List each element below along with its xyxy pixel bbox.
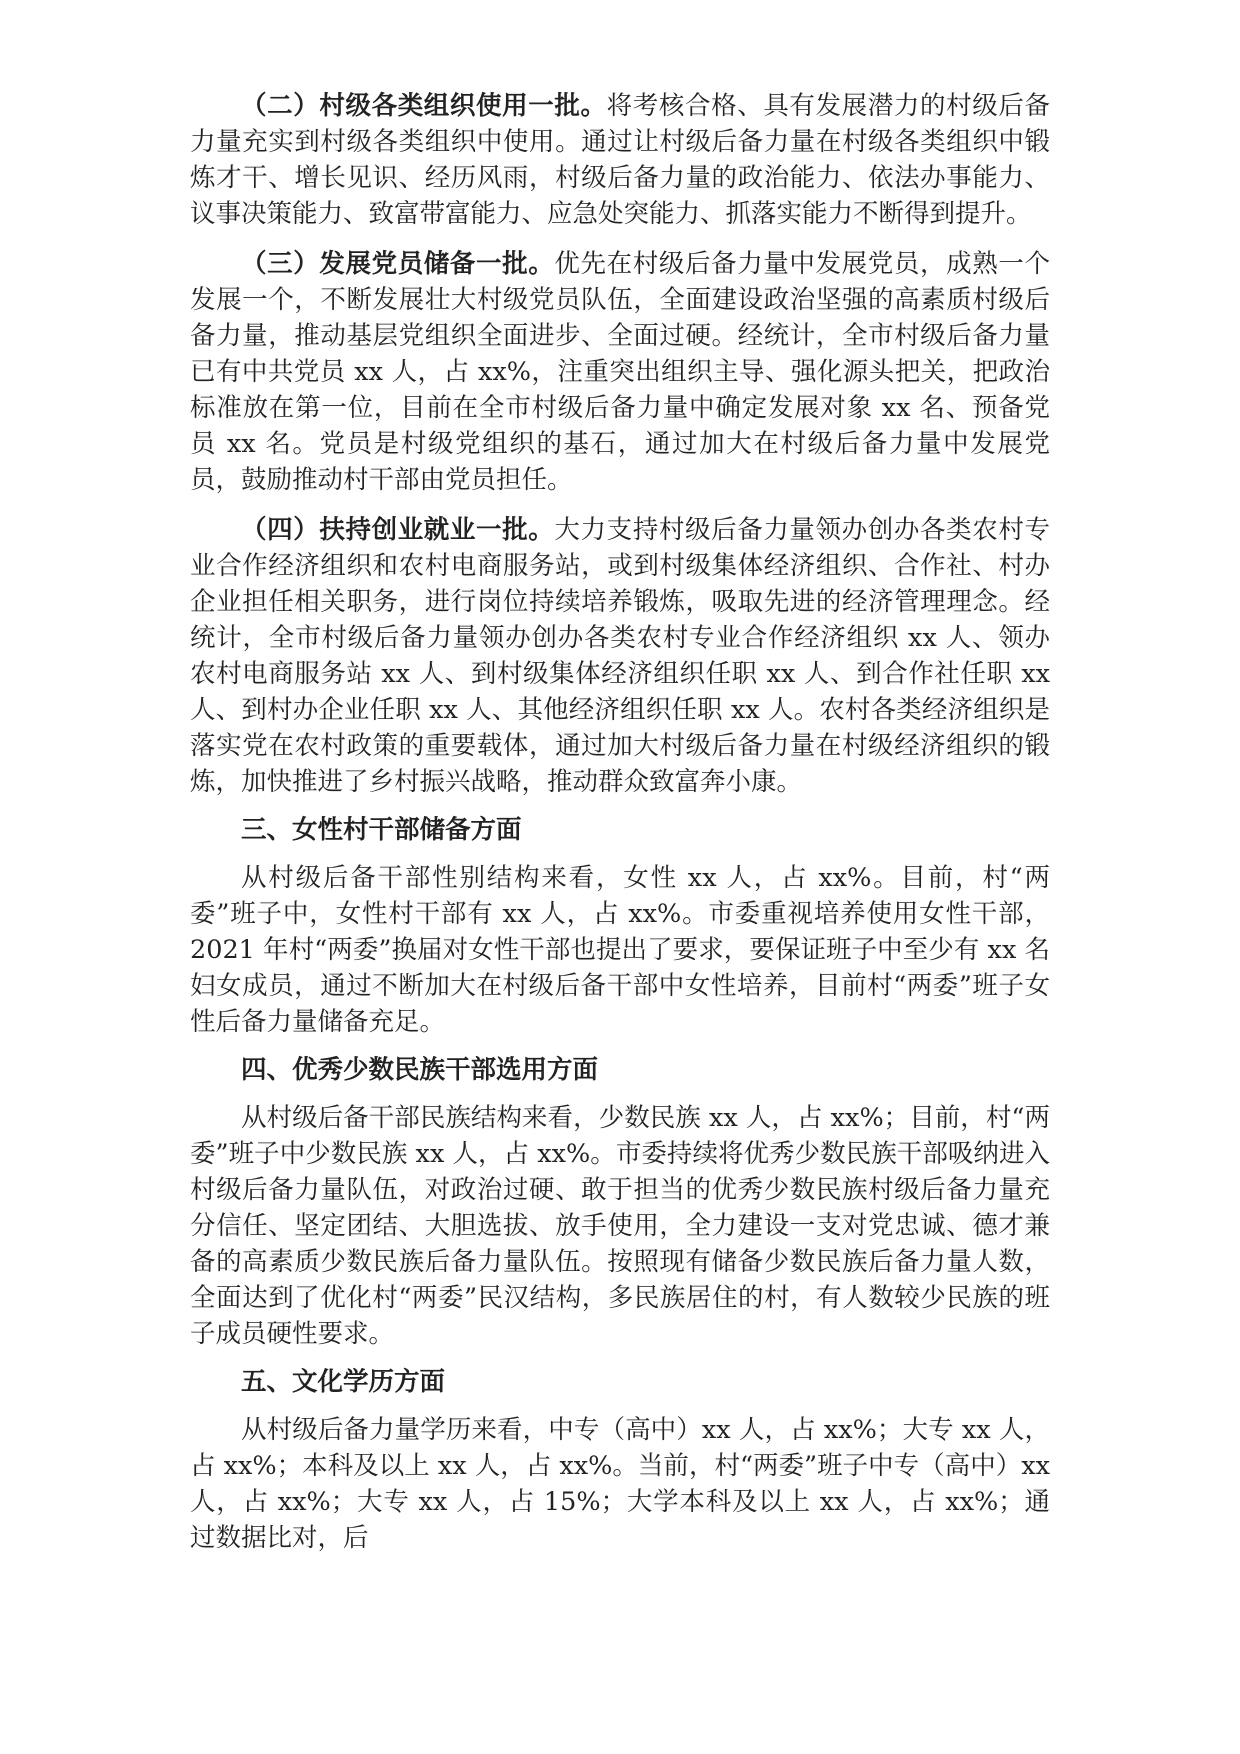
paragraph-minority-cadres xyxy=(190,1100,1050,1352)
paragraph-text: 从村级后备干部民族结构来看，少数民族 xx 人，占 xx%；目前，村“两委”班子中少数民族 xx 人，占 xx%。市委持续将优秀少数民族干部吸纳进入村级后备力量队伍，对政治过硬、敢于担当的优秀少数民族村级后备力量充分信任、坚定团结、大胆选拔、放手使用，全力建设一支对党忠诚、德才兼备的高素质少数民族后备力量队伍。按照现有储备少数民族后备力量人数，全面达到了优化村“两委”民汉结构，多民族居住的村，有人数较少民族的班子成员硬性要求。 xyxy=(190,1103,1050,1349)
heading-minority-cadres: 四、优秀少数民族干部选用方面 xyxy=(241,1055,599,1085)
paragraph-text: 从村级后备干部性别结构来看，女性 xx 人，占 xx%。目前，村“两委”班子中，女性村干部有 xx 人，占 xx%。市委重视培养使用女性干部，2021 年村“两委”换届对女性干部也提出了要求，要保证班子中至少有 xx 名妇女成员，通过不断加大在村级后备干部中女性培养，目前村“两委”班子女性后备力量储备充足。 xyxy=(190,863,1050,1037)
paragraph-lead: （二）村级各类组织使用一批。 xyxy=(241,91,607,121)
paragraph-party-members xyxy=(190,246,1050,498)
paragraph-education xyxy=(190,1412,1050,1556)
paragraph-village-organizations xyxy=(190,88,1050,232)
heading-education: 五、文化学历方面 xyxy=(241,1367,446,1397)
paragraph-text: 将考核合格、具有发展潜力的村级后备力量充实到村级各类组织中使用。通过让村级后备力量在村级各类组织中锻炼才干、增长见识、经历风雨，村级后备力量的政治能力、依法办事能力、议事决策能力、致富带富能力、应急处突能力、抓落实能力不断得到提升。 xyxy=(190,91,1050,229)
paragraph-lead: （四）扶持创业就业一批。 xyxy=(241,515,555,545)
paragraph-text: 从村级后备力量学历来看，中专（高中）xx 人，占 xx%；大专 xx 人，占 xx%；本科及以上 xx 人，占 xx%。当前，村“两委”班子中专（高中）xx 人，占 xx%；大专 xx 人，占 15%；大学本科及以上 xx 人，占 xx%；通过数据比对，后 xyxy=(190,1415,1050,1553)
paragraph-lead: （三）发展党员储备一批。 xyxy=(241,249,555,279)
paragraph-text: 优先在村级后备力量中发展党员，成熟一个发展一个，不断发展壮大村级党员队伍，全面建设政治坚强的高素质村级后备力量，推动基层党组织全面进步、全面过硬。经统计，全市村级后备力量已有中共党员 xx 人，占 xx%，注重突出组织主导、强化源头把关，把政治标准放在第一位，目前在全市村级后备力量中确定发展对象 xx 名、预备党员 xx 名。党员是村级党组织的基石，通过加大在村级后备力量中发展党员，鼓励推动村干部由党员担任。 xyxy=(190,249,1050,495)
heading-female-cadres: 三、女性村干部储备方面 xyxy=(241,815,522,845)
document-page xyxy=(190,88,1050,1556)
paragraph-text: 大力支持村级后备力量领办创办各类农村专业合作经济组织和农村电商服务站，或到村级集体经济组织、合作社、村办企业担任相关职务，进行岗位持续培养锻炼，吸取先进的经济管理理念。经统计，全市村级后备力量领办创办各类农村专业合作经济组织 xx 人、领办农村电商服务站 xx 人、到村级集体经济组织任职 xx 人、到合作社任职 xx 人、到村办企业任职 xx 人、其他经济组织任职 xx 人。农村各类经济组织是落实党在农村政策的重要载体，通过加大村级后备力量在村级经济组织的锻炼，加快推进了乡村振兴战略，推动群众致富奔小康。 xyxy=(190,515,1050,797)
paragraph-female-cadres xyxy=(190,860,1050,1040)
paragraph-entrepreneurship xyxy=(190,512,1050,800)
